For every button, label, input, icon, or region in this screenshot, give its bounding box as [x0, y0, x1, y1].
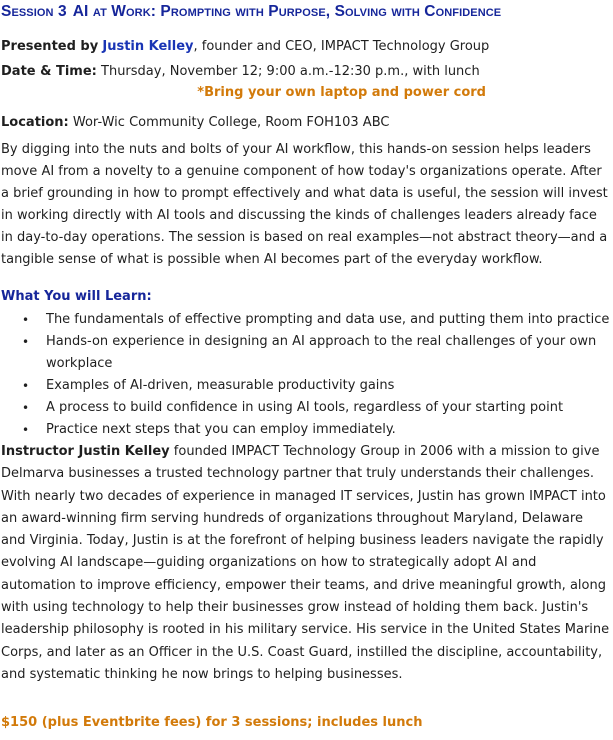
session-title-text: AI at Work: Prompting with Purpose, Solving with Confidence	[72, 3, 502, 20]
instructor-bio	[1, 441, 611, 686]
learn-item: • Hands-on experience in designing an AI approach to the real challenges of your own workplace	[1, 331, 611, 375]
bullet-icon: •	[22, 423, 30, 437]
bullet-icon: •	[22, 335, 30, 349]
learn-heading: What You will Learn:	[1, 289, 152, 304]
learn-item: • The fundamentals of effective prompting and data use, and putting them into practice	[1, 309, 611, 331]
learn-item: • A process to build confidence in using AI tools, regardless of your starting point	[1, 397, 611, 419]
datetime-label: Date & Time:	[1, 64, 97, 79]
bullet-icon: •	[22, 401, 30, 415]
bullet-icon: •	[22, 313, 30, 327]
learn-list	[1, 309, 611, 441]
learn-item: • Practice next steps that you can employ immediately.	[1, 419, 611, 441]
session-title	[1, 0, 611, 25]
datetime-value: Thursday, November 12; 9:00 a.m.-12:30 p.m., with lunch	[101, 64, 480, 79]
presenter-line	[1, 36, 611, 57]
datetime-line	[1, 61, 611, 82]
location-line	[1, 112, 611, 133]
laptop-note-line	[1, 82, 611, 103]
learn-item: • Examples of AI-driven, measurable productivity gains	[1, 375, 611, 397]
presenter-role: , founder and CEO, IMPACT Technology Group	[193, 39, 490, 54]
instructor-text: founded IMPACT Technology Group in 2006 with a mission to give Delmarva businesses a trusted technology partner that truly understands their challenges. With nearly two decades of experience in managed IT services, Justin has grown IMPACT into an award-winning firm serving hundreds of organizations throughout Maryland, Delaware and Virginia. Today, Justin is at the forefront of helping business leaders navigate the rapidly evolving AI landscape—guiding organizations on how to strategically adopt AI and automation to improve efficiency, empower their teams, and drive meaningful growth, along with using technology to help their businesses grow instead of holding them back. Justin's leadership philosophy is rooted in his military service. His service in the United States Marine Corps, and later as an Officer in the U.S. Coast Guard, instilled the discipline, accountability, and systematic thinking he now brings to helping businesses.	[1, 444, 610, 682]
location-label: Location:	[1, 115, 69, 130]
bullet-icon: •	[22, 379, 30, 393]
instructor-label: Instructor Justin Kelley	[1, 444, 170, 459]
session-description: By digging into the nuts and bolts of your AI workflow, this hands-on session helps leaders move AI from a novelty to a genuine component of how today's organizations operate. After a brief grounding in how to prompt effectively and what data is useful, the session will invest in working directly with AI tools and discussing the kinds of challenges leaders already face in day-to-day operations. The session is based on real examples—not abstract theory—and a tangible sense of what is possible when AI becomes part of the everyday workflow.	[1, 142, 608, 267]
location-value: Wor-Wic Community College, Room FOH103 ABC	[72, 115, 390, 130]
presenter-name: Justin Kelley	[102, 39, 194, 54]
presenter-label: Presented by	[1, 39, 99, 54]
session-number: Session 3	[1, 3, 67, 20]
price-line: $150 (plus Eventbrite fees) for 3 sessions; includes lunch	[1, 715, 423, 730]
laptop-note: *Bring your own laptop and power cord	[197, 85, 486, 100]
